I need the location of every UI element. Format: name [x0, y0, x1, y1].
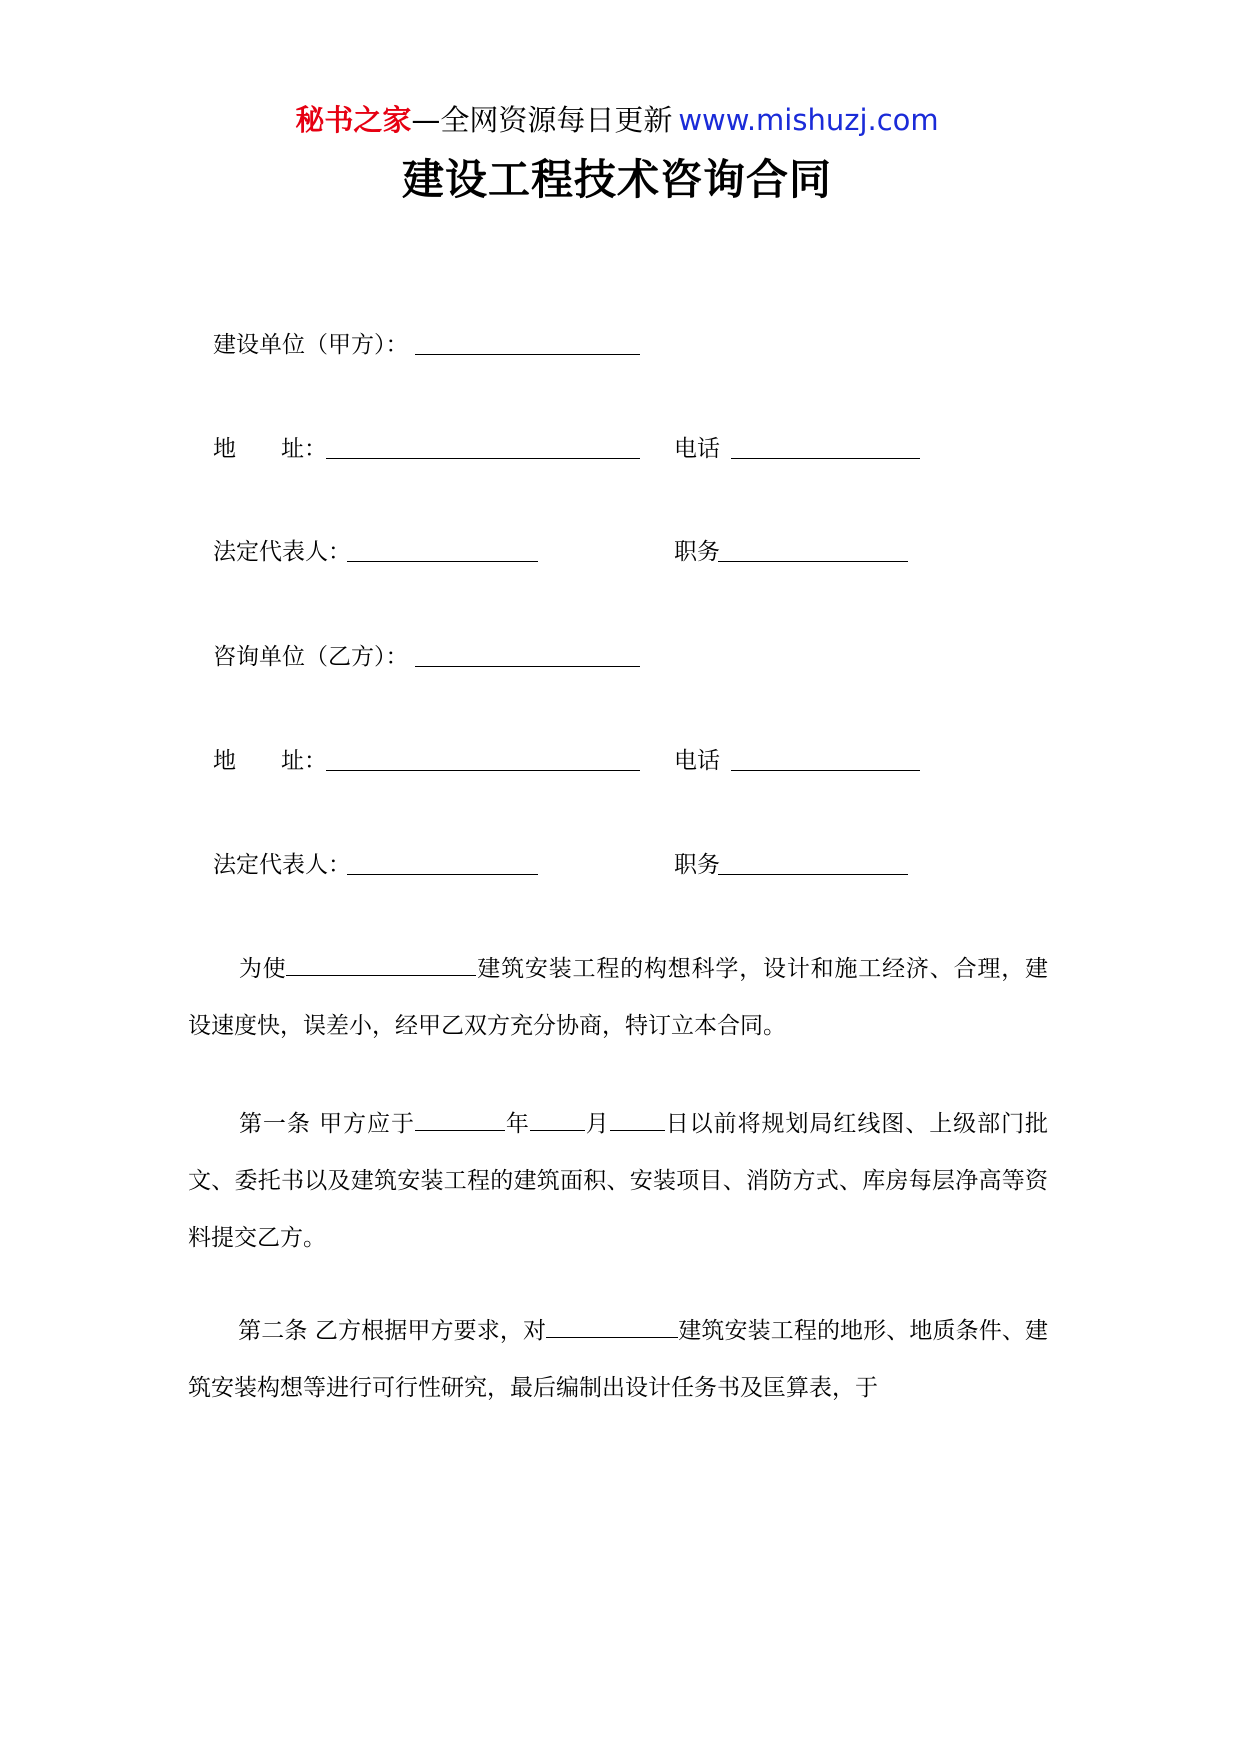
- site-header: [0, 100, 1234, 140]
- brand-name: 秘书之家: [295, 103, 412, 137]
- article-1-head: 第一条 甲方应于: [238, 1111, 415, 1137]
- party-a-rep-label: 法定代表人：: [213, 539, 351, 565]
- article-1-text: 日以前将规划局红线图、上级部门批文、委托书以及建筑安装工程的建筑面积、安装项目、消防方式、库房每层净高等资料提交乙方。: [188, 1111, 1049, 1251]
- article-1-month-label: 月: [584, 1111, 610, 1137]
- intro-project-field[interactable]: [286, 949, 476, 976]
- header-slogan: —全网资源每日更新: [411, 103, 673, 137]
- party-a-unit-field[interactable]: [415, 354, 640, 355]
- article-1-month-field[interactable]: [530, 1104, 585, 1131]
- party-b-phone-field[interactable]: [731, 770, 920, 771]
- party-b-rep-label: 法定代表人：: [213, 852, 351, 878]
- article-1-year-label: 年: [504, 1111, 530, 1137]
- party-b-address-label-2: 址：: [281, 748, 327, 774]
- intro-text: 建筑安装工程的构想科学，设计和施工经济、合理，建设速度快，误差小，经甲乙双方充分协商，特订立本合同。: [188, 956, 1049, 1039]
- article-2-project-field[interactable]: [546, 1311, 678, 1338]
- party-a-phone-label: 电话: [674, 436, 720, 462]
- document-title: 建设工程技术咨询合同: [401, 155, 832, 204]
- article-1-paragraph: [188, 1096, 1048, 1267]
- intro-prefix: 为使: [238, 956, 287, 982]
- party-b-position-label: 职务: [674, 852, 720, 878]
- party-b-position-field[interactable]: [718, 874, 908, 875]
- article-1-year-field[interactable]: [415, 1104, 505, 1131]
- site-link[interactable]: www.mishuzj.com: [678, 103, 939, 137]
- party-a-phone-field[interactable]: [731, 458, 920, 459]
- party-a-address-label-2: 址：: [281, 436, 327, 462]
- article-2-text: 建筑安装工程的地形、地质条件、建筑安装构想等进行可行性研究，最后编制出设计任务书及匡算表，于: [188, 1318, 1049, 1401]
- article-1-day-field[interactable]: [610, 1104, 665, 1131]
- party-b-address-label-1: 地: [213, 748, 236, 774]
- party-b-address-field[interactable]: [326, 770, 640, 771]
- party-b-unit-label: 咨询单位（乙方）：: [213, 644, 409, 670]
- intro-paragraph: [188, 941, 1048, 1055]
- party-a-position-label: 职务: [674, 539, 720, 565]
- article-2-head: 第二条 乙方根据甲方要求，对: [238, 1318, 547, 1344]
- party-b-rep-field[interactable]: [347, 874, 538, 875]
- party-a-address-field[interactable]: [326, 458, 640, 459]
- party-b-phone-label: 电话: [674, 748, 720, 774]
- party-a-position-field[interactable]: [718, 561, 908, 562]
- party-a-address-label-1: 地: [213, 436, 236, 462]
- article-2-paragraph: [188, 1303, 1048, 1417]
- party-a-unit-label: 建设单位（甲方）：: [213, 332, 409, 358]
- party-a-rep-field[interactable]: [347, 561, 538, 562]
- party-b-unit-field[interactable]: [415, 666, 640, 667]
